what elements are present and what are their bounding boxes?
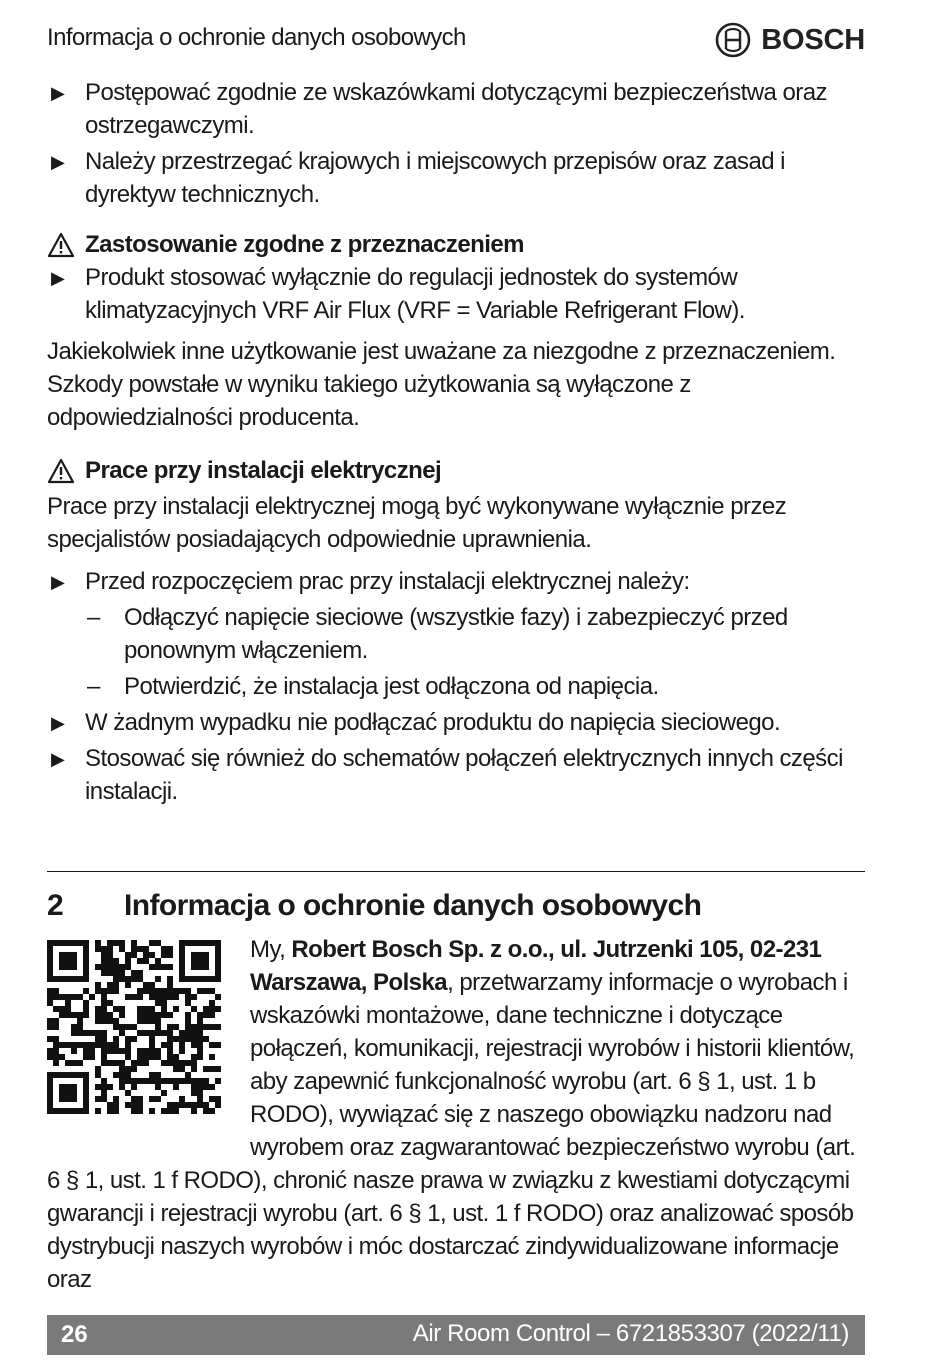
sub-item-text: Odłączyć napięcie sieciowe (wszystkie fazy) i zabezpieczyć przed ponownym włączeniem. — [124, 604, 788, 664]
document-reference: Air Room Control – 6721853307 (2022/11) — [412, 1320, 849, 1347]
intended-use-heading — [47, 228, 865, 261]
section-number: 2 — [47, 889, 64, 922]
sub-item-text: Potwierdzić, że instalacja jest odłączona od napięcia. — [124, 673, 659, 700]
triangle-right-icon: ▶ — [51, 83, 65, 103]
company-address: Robert Bosch Sp. z o.o., ul. Jutrzenki 105, 02-231 Warszawa, Polska — [250, 936, 822, 996]
brand-name: BOSCH — [761, 23, 865, 56]
triangle-right-icon: ▶ — [51, 152, 65, 172]
privacy-body: , przetwarzamy informacje o wyrobach i wskazówki montażowe, dane techniczne i dotyczące połączeń, komunikacji, rejestracji wyrobów i historii klientów, aby zapewnić funkcjonalność wyrobu (art. 6 § 1, ust. 1 b RODO), wywiązać się z naszego obowiązku nadzoru nad wyrobem oraz zagwarantować bezpieczeństwo wyrobu (art. 6 § 1, ust. 1 f RODO), chronić nasze prawa w związku z kwestiami dotyczącymi gwarancji i rejestracji wyrobu (art. 6 § 1, ust. 1 f RODO) oraz analizować sposób dystrybucji naszych wyrobów i móc dostarczać zindywidualizowane informacje oraz — [47, 969, 856, 1293]
running-title: Informacja o ochronie danych osobowych — [47, 24, 466, 51]
intended-use-paragraph: Jakiekolwiek inne użytkowanie jest uważane za niezgodne z przeznaczeniem. Szkody powstałe w wyniku takiego użytkowania są wyłączone z odpowiedzialności producenta. — [47, 338, 836, 431]
triangle-right-icon: ▶ — [51, 749, 65, 769]
bullet-text: W żadnym wypadku nie podłączać produktu do napięcia sieciowego. — [85, 709, 781, 736]
list-item — [47, 261, 865, 327]
privacy-lead: My, — [250, 936, 292, 963]
section-divider — [47, 871, 865, 872]
triangle-right-icon: ▶ — [51, 268, 65, 288]
warning-triangle-icon — [47, 232, 75, 258]
electrical-paragraph: Prace przy instalacji elektrycznej mogą być wykonywane wyłącznie przez specjalistów posiadających odpowiednie uprawnienia. — [47, 493, 787, 553]
triangle-right-icon: ▶ — [51, 713, 65, 733]
heading-text: Prace przy instalacji elektrycznej — [85, 457, 442, 484]
bullet-text: Przed rozpoczęciem prac przy instalacji elektrycznej należy: — [85, 568, 690, 595]
page-number: 26 — [61, 1321, 88, 1348]
list-item — [47, 742, 865, 808]
list-item — [47, 145, 865, 211]
page-header — [47, 22, 865, 58]
section-title: Informacja o ochronie danych osobowych — [124, 889, 702, 922]
privacy-paragraph — [47, 933, 865, 1296]
list-item — [47, 76, 865, 142]
page-footer — [47, 1315, 865, 1355]
bullet-text: Produkt stosować wyłącznie do regulacji jednostek do systemów klimatyzacyjnych VRF Air Flux (VRF = Variable Refrigerant Flow). — [85, 264, 745, 324]
heading-text: Zastosowanie zgodne z przeznaczeniem — [85, 231, 524, 258]
bullet-text: Należy przestrzegać krajowych i miejscowych przepisów oraz zasad i dyrektyw technicznych. — [85, 148, 785, 208]
dash-mark: – — [87, 604, 100, 631]
bullet-text: Postępować zgodnie ze wskazówkami dotyczącymi bezpieczeństwa oraz ostrzegawczymi. — [85, 79, 827, 139]
bosch-armature-icon — [715, 22, 751, 58]
triangle-right-icon: ▶ — [51, 572, 65, 592]
sub-list-item — [47, 601, 865, 667]
electrical-heading — [47, 454, 865, 487]
dash-mark: – — [87, 673, 100, 700]
warning-triangle-icon — [47, 458, 75, 484]
list-item — [47, 565, 865, 598]
sub-list-item — [47, 670, 865, 703]
qr-spacer — [47, 933, 250, 1157]
brand — [715, 22, 865, 58]
bullet-text: Stosować się również do schematów połączeń elektrycznych innych części instalacji. — [85, 745, 843, 805]
list-item — [47, 706, 865, 739]
main-content — [47, 76, 865, 811]
section-heading — [47, 889, 701, 923]
